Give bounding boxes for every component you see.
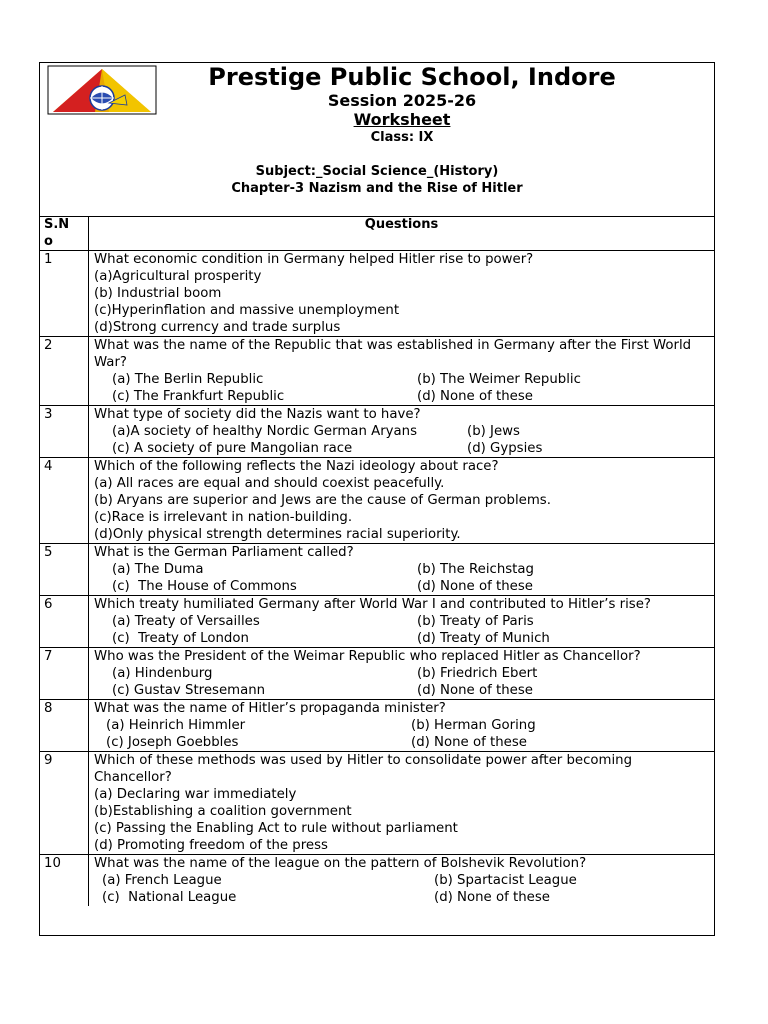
question-text: Which treaty humiliated Germany after World War I and contributed to Hitler’s rise? [94,597,651,612]
table-row [40,648,714,700]
school-name: Prestige Public School, Indore [208,63,616,91]
class-label: Class: IX [370,130,434,145]
option-text: (a) Treaty of Versailles [112,614,260,629]
question-number: 9 [40,752,89,855]
question-cell [89,458,715,544]
question-cell [89,855,715,907]
question-cell [89,752,715,855]
option-text: (b) Jews [467,424,520,439]
table-row [40,544,714,596]
option-text: (a)Agricultural prosperity [94,269,262,284]
option-text: (c) Joseph Goebbles [106,735,239,750]
table-row [40,337,714,406]
question-number: 1 [40,251,89,337]
question-text: Who was the President of the Weimar Republic who replaced Hitler as Chancellor? [94,649,641,664]
question-text: Which of these methods was used by Hitler to consolidate power after becoming Chancellor? [94,753,633,785]
option-text: (c) The House of Commons [112,579,297,594]
question-number: 6 [40,596,89,648]
question-cell [89,596,715,648]
option-text: (b) Spartacist League [434,873,577,888]
questions-header: Questions [89,216,715,251]
option-text: (b) The Reichstag [417,562,534,577]
sno-header: S.N o [40,216,89,251]
question-cell [89,251,715,337]
option-text: (a) Declaring war immediately [94,787,297,802]
session-label: Session 2025-26 [327,91,477,110]
chapter-label: Chapter-3 Nazism and the Rise of Hitler [231,181,523,196]
question-text: What economic condition in Germany helped Hitler rise to power? [94,252,534,267]
table-row [40,752,714,855]
option-text: (c) Treaty of London [112,631,249,646]
question-text: What is the German Parliament called? [94,545,354,560]
option-text: (a) The Duma [112,562,204,577]
question-cell [89,544,715,596]
option-text: (d) Promoting freedom of the press [94,838,328,853]
option-text: (d) None of these [417,579,533,594]
table-row [40,855,714,907]
table-row [40,406,714,458]
option-text: (a) Hindenburg [112,666,213,681]
option-text: (c) The Frankfurt Republic [112,389,285,404]
option-text: (c) Gustav Stresemann [112,683,266,698]
subject-label: Subject:_Social Science_(History) [255,164,499,179]
question-text: What was the name of the league on the pattern of Bolshevik Revolution? [94,856,587,871]
question-cell [89,337,715,406]
table-header-row [40,216,714,251]
option-text: (d) Treaty of Munich [417,631,550,646]
worksheet-header [40,63,714,217]
question-text: Which of the following reflects the Nazi ideology about race? [94,459,499,474]
question-number: 10 [40,855,89,907]
question-number: 2 [40,337,89,406]
option-text: (c) A society of pure Mangolian race [112,441,353,456]
option-text: (b) Friedrich Ebert [417,666,538,681]
option-text: (d)Only physical strength determines racial superiority. [94,527,461,542]
question-cell [89,406,715,458]
worksheet-sheet [39,62,715,936]
question-cell [89,700,715,752]
questions-table [40,216,714,906]
option-text: (a) French League [102,873,222,888]
option-text: (d)Strong currency and trade surplus [94,320,341,335]
table-row [40,596,714,648]
option-text: (c)Race is irrelevant in nation-building. [94,510,353,525]
option-text: (d) None of these [411,735,527,750]
option-text: (b) Treaty of Paris [417,614,534,629]
question-number: 4 [40,458,89,544]
option-text: (a) All races are equal and should coexist peacefully. [94,476,445,491]
option-text: (d) None of these [417,683,533,698]
option-text: (c)Hyperinflation and massive unemployment [94,303,400,318]
option-text: (d) None of these [434,890,550,905]
table-row [40,700,714,752]
table-row [40,251,714,337]
option-text: (c) National League [102,890,237,905]
table-row [40,458,714,544]
question-text: What was the name of Hitler’s propaganda minister? [94,701,446,716]
question-number: 8 [40,700,89,752]
question-number: 5 [40,544,89,596]
option-text: (a) The Berlin Republic [112,372,264,387]
question-text: What was the name of the Republic that was established in Germany after the First World War? [94,338,692,370]
question-cell [89,648,715,700]
option-text: (d) Gypsies [467,441,543,456]
option-text: (b) Aryans are superior and Jews are the cause of German problems. [94,493,551,508]
question-number: 7 [40,648,89,700]
question-text: What type of society did the Nazis want to have? [94,407,421,422]
option-text: (b) Industrial boom [94,286,222,301]
option-text: (b) Herman Goring [411,718,536,733]
worksheet-title: Worksheet [353,110,451,129]
option-text: (d) None of these [417,389,533,404]
option-text: (b)Establishing a coalition government [94,804,352,819]
question-number: 3 [40,406,89,458]
option-text: (a) Heinrich Himmler [106,718,246,733]
option-text: (b) The Weimer Republic [417,372,581,387]
option-text: (c) Passing the Enabling Act to rule without parliament [94,821,458,836]
option-text: (a)A society of healthy Nordic German Aryans [112,424,418,439]
